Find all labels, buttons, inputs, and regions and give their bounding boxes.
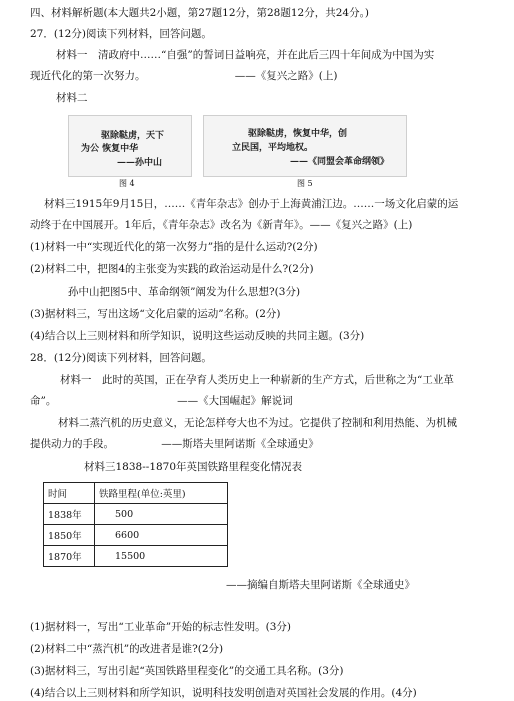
table-cell-year: 1838年 bbox=[44, 504, 95, 525]
table-header-mileage: 铁路里程(单位:英里) bbox=[95, 483, 228, 504]
q28-material1-line2: 命”。 ——《大国崛起》解说词 bbox=[30, 395, 293, 407]
q27-question-2: (2)材料二中，把图4的主张变为实践的政治运动是什么?(2分) bbox=[30, 263, 314, 275]
figure-5-text-2: 立民国，平均地权。 bbox=[232, 143, 314, 153]
q27-question-2-followup: 孙中山把图5中、革命纲领”阐发为什么思想?(3分) bbox=[68, 286, 301, 298]
q28-table-title: 材料三1838--1870年英国铁路里程变化情况表 bbox=[84, 461, 303, 473]
q28-question-2: (2)材料二中“蒸汽机”的改进者是谁?(2分) bbox=[30, 643, 224, 655]
q27-question-4: (4)结合以上三则材料和所学知识，说明这些运动反映的共同主题。(3分) bbox=[30, 330, 365, 342]
figure-4-image bbox=[68, 115, 192, 177]
q28-table-source: ——摘编自斯塔夫里阿诺斯《全球通史》 bbox=[226, 579, 415, 591]
q28-question-3: (3)据材料三，写出引起“英国铁路里程变化”的交通工具名称。(3分) bbox=[30, 665, 344, 677]
q28-intro: 28．(12分)阅读下列材料，回答问题。 bbox=[30, 352, 212, 364]
table-header-row bbox=[44, 483, 228, 504]
figure-5-text-1: 驱除鞑虏，恢复中华，创 bbox=[248, 129, 348, 139]
figure-5-text-3: ——《同盟会革命纲领》 bbox=[290, 157, 390, 167]
table-row bbox=[44, 525, 228, 546]
q28-material2-line2: 提供动力的手段。 ——斯塔夫里阿诺斯《全球通史》 bbox=[30, 438, 319, 450]
table-cell-mileage: 500 bbox=[95, 504, 228, 525]
q27-material1-line2: 现近代化的第一次努力。 ——《复兴之路》(上) bbox=[30, 70, 338, 82]
q27-question-3: (3)据材料三，写出这场“文化启蒙的运动”名称。(2分) bbox=[30, 308, 281, 320]
q27-material3-line1: 材料三1915年9月15日，……《青年杂志》创办于上海黄浦江边。……一场文化启蒙的运 bbox=[44, 198, 459, 210]
q27-material1-line1: 材料一 清政府中……“自强”的誓词日益响亮，并在此后三四十年间成为中国为实 bbox=[56, 49, 435, 61]
figure-4-text-3: ——孙中山 bbox=[117, 158, 163, 168]
table-cell-year: 1870年 bbox=[44, 546, 95, 567]
table-cell-year: 1850年 bbox=[44, 525, 95, 546]
q27-question-1: (1)材料一中“实现近代化的第一次努力”指的是什么运动?(2分) bbox=[30, 241, 318, 253]
q27-material3-line2: 动终于在中国展开。1年后，《青年杂志》改名为《新青年》。——《复兴之路》(上) bbox=[30, 219, 413, 231]
table-row bbox=[44, 504, 228, 525]
q28-material1-line1: 材料一 此时的英国，正在孕育人类历史上一种崭新的生产方式，后世称之为“工业革 bbox=[60, 374, 454, 386]
q27-intro: 27．(12分)阅读下列材料，回答问题。 bbox=[30, 28, 212, 40]
railway-mileage-table bbox=[43, 482, 228, 567]
q28-material2-line1: 材料二蒸汽机的历史意义，无论怎样夸大也不为过。它提供了控制和利用热能、为机械 bbox=[58, 417, 457, 429]
figure-5-image bbox=[203, 115, 407, 177]
q28-question-4: (4)结合以上三则材料和所学知识，说明科技发明创造对英国社会发展的作用。(4分) bbox=[30, 687, 417, 699]
q28-question-1: (1)据材料一，写出“工业革命”开始的标志性发明。(3分) bbox=[30, 621, 291, 633]
table-cell-mileage: 6600 bbox=[95, 525, 228, 546]
table-row bbox=[44, 546, 228, 567]
q27-material2-label: 材料二 bbox=[56, 92, 88, 104]
figure-4-text-2: 为公 恢复中华 bbox=[81, 144, 139, 154]
figure-5-caption: 图 5 bbox=[297, 179, 313, 188]
section-heading: 四、材料解析题(本大题共2小题，第27题12分，第28题12分，共24分。) bbox=[30, 7, 369, 19]
table-header-time: 时间 bbox=[44, 483, 95, 504]
table-cell-mileage: 15500 bbox=[95, 546, 228, 567]
figure-4-caption: 图 4 bbox=[119, 179, 135, 188]
figure-4-text-1: 驱除鞑虏，天下 bbox=[101, 131, 165, 141]
